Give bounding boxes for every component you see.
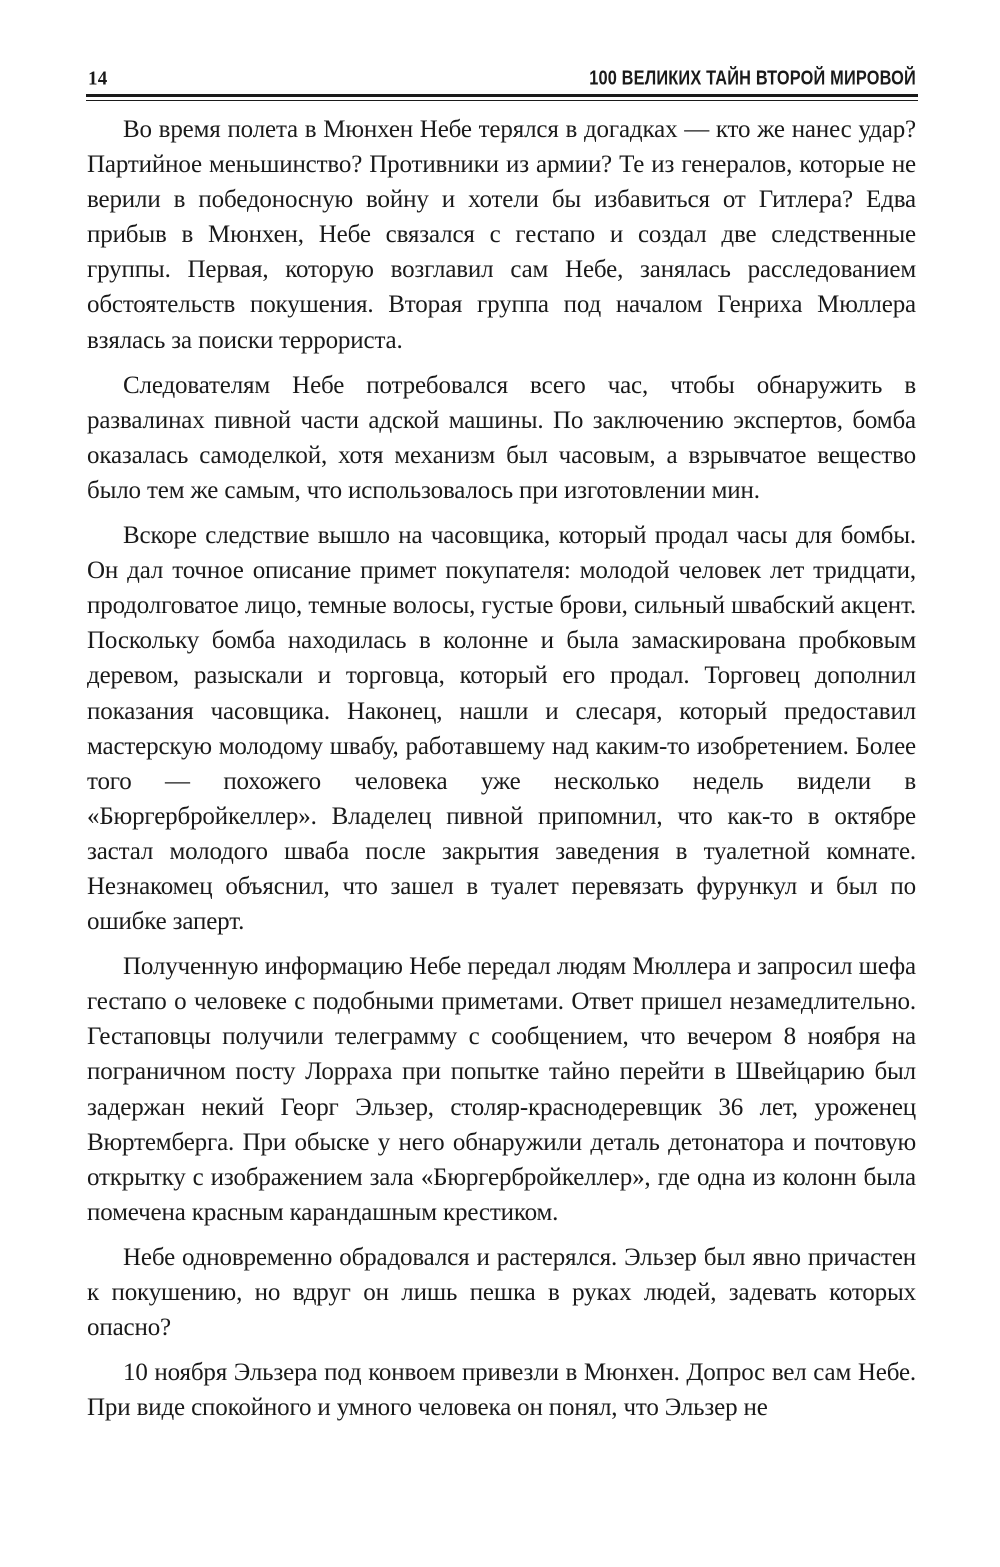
body-text: [87, 112, 916, 1425]
header-rule-thin: [86, 100, 918, 101]
header-rule-thick: [86, 94, 918, 97]
paragraph: 10 ноября Эльзера под конвоем привезли в Мюнхен. Допрос вел сам Небе. При виде спокойного и умного человека он понял, что Эльзер не: [87, 1359, 916, 1422]
paragraph: Следователям Небе потребовался всего час, чтобы обнаружить в развалинах пивной части адской машины. По заключению экспертов, бомба оказалась самоделкой, хотя механизм был часовым, а взрывчатое вещество было тем же самым, что использовалось при изготовлении мин.: [87, 371, 916, 504]
paragraph: Во время полета в Мюнхен Небе терялся в догадках — кто же нанес удар? Партийное меньшинство? Противники из армии? Те из генералов, которые не верили в победоносную войну и хотели бы избавиться от Гитлера? Едва прибыв в Мюнхен, Небе связался с гестапо и создал две следственные группы. Первая, которую возглавил сам Небе, занялась расследованием обстоятельств покушения. Вторая группа под началом Генриха Мюллера взялась за поиски террориста.: [87, 116, 916, 354]
page-number: 14: [88, 67, 108, 91]
paragraph: Небе одновременно обрадовался и растерялся. Эльзер был явно причастен к покушению, но вдруг он лишь пешка в руках людей, задевать которых опасно?: [87, 1243, 916, 1342]
paragraph: Полученную информацию Небе передал людям Мюллера и запросил шефа гестапо о человеке с подобными приметами. Ответ пришел незамедлительно. Гестаповцы получили телеграмму с сообщением, что вечером 8 ноября на пограничном посту Лорраха при попытке тайно перейти в Швейцарию был задержан некий Георг Эльзер, столяр-краснодеревщик 36 лет, уроженец Вюртемберга. При обыске у него обнаружили деталь детонатора и почтовую открытку с изображением зала «Бюргербройкеллер», где одна из колонн была помечена красным карандашным крестиком.: [87, 953, 916, 1226]
running-head: [88, 59, 916, 91]
book-title: 100 ВЕЛИКИХ ТАЙН ВТОРОЙ МИРОВОЙ: [589, 67, 916, 91]
paragraph: Вскоре следствие вышло на часовщика, который продал часы для бомбы. Он дал точное описание примет покупателя: молодой человек лет тридцати, продолговатое лицо, темные волосы, густые брови, сильный швабский акцент. Поскольку бомба находилась в колонне и была замаскирована пробковым деревом, разыскали и торговца, который его продал. Торговец дополнил показания часовщика. Наконец, нашли и слесаря, который предоставил мастерскую молодому швабу, работавшему над каким-то изобретением. Более того — похожего человека уже несколько недель видели в «Бюргербройкеллер». Владелец пивной припомнил, что как-то в октябре застал молодого шваба после закрытия заведения в туалетной комнате. Незнакомец объяснил, что зашел в туалет перевязать фурункул и был по ошибке заперт.: [87, 522, 916, 936]
